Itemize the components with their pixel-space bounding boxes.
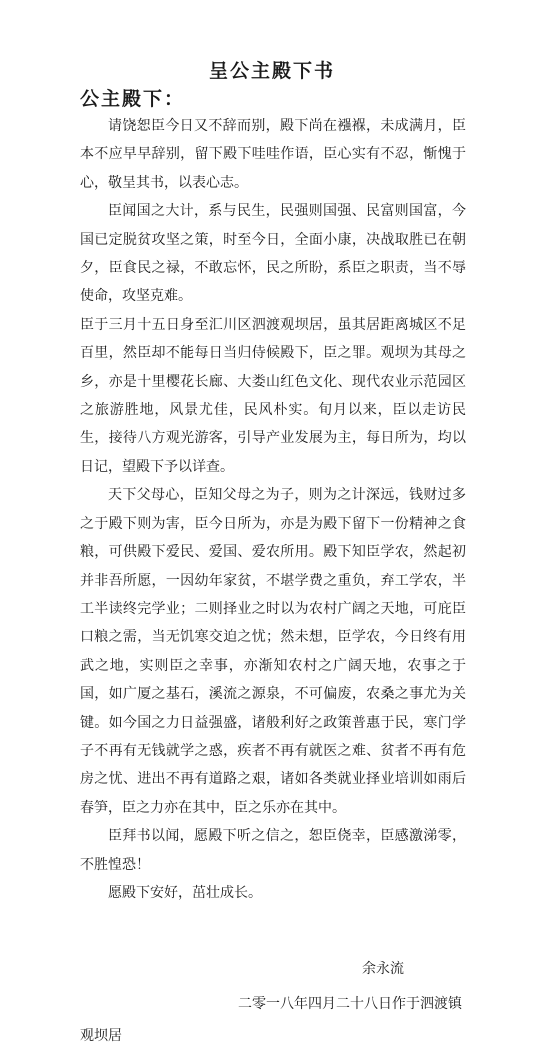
signature-name: 余永流 xyxy=(362,961,404,977)
letter-title: 呈公主殿下书 xyxy=(208,60,335,82)
signature-date: 二零一八年四月二十八日作于泗渡镇观坝居 xyxy=(80,996,462,1044)
paragraph-4: 天下父母心，臣知父母之为子，则为之计深远，钱财过多之于殿下则为害，臣今日所为，亦是为殿下留下一份精神之食粮，可供殿下爱民、爱国、爱农所用。殿下知臣学农，然起初并非吾所愿，一因幼年家贫，不堪学费之重负，弃工学农，半工半读终完学业；二则择业之时以为农村广阔之天地，可庇臣口粮之需，当无饥寒交迫之忧；然未想，臣学农，今日终有用武之地，实则臣之幸事，亦渐知农村之广阔天地，农事之于国，如广厦之基石，溪流之源泉，不可偏废，农桑之事尤为关键。如今国之力日益强盛，诸般利好之政策普惠于民，寒门学子不再有无钱就学之惑，疾者不再有就医之难、贫者不再有危房之忧、进出不再有道路之艰，诸如各类就业择业培训如雨后春笋，臣之力亦在其中，臣之乐亦在其中。 xyxy=(80,487,466,816)
letter-body xyxy=(80,112,466,907)
paragraph-1: 请饶恕臣今日又不辞而别，殿下尚在襁褓，未成满月，臣本不应早早辞别，留下殿下哇哇作语，臣心实有不忍，惭愧于心，敬呈其书，以表心志。 xyxy=(80,118,466,191)
paragraph-2: 臣闻国之大计，系与民生，民强则国强、民富则国富，今国已定脱贫攻坚之策，时至今日，全面小康，决战取胜已在朝夕，臣食民之禄，不敢忘怀，民之所盼，系臣之职责，当不辱使命，攻坚克难。 xyxy=(80,203,466,305)
paragraph-6: 愿殿下安好，茁壮成长。 xyxy=(108,884,262,901)
paragraph-5: 臣拜书以闻，愿殿下听之信之，恕臣侥幸，臣感激涕零，不胜惶恐！ xyxy=(80,828,466,873)
paragraph-3: 臣于三月十五日身至汇川区泗渡观坝居，虽其居距离城区不足百里，然臣却不能每日当归侍候殿下，臣之罪。观坝为其母之乡，亦是十里樱花长廊、大娄山红色文化、现代农业示范园区之旅游胜地，风景尤佳，民风朴实。旬月以来，臣以走访民生，接待八方观光游客，引导产业发展为主，每日所为，均以日记，望殿下予以详查。 xyxy=(80,316,466,475)
salutation: 公主殿下： xyxy=(80,88,186,110)
